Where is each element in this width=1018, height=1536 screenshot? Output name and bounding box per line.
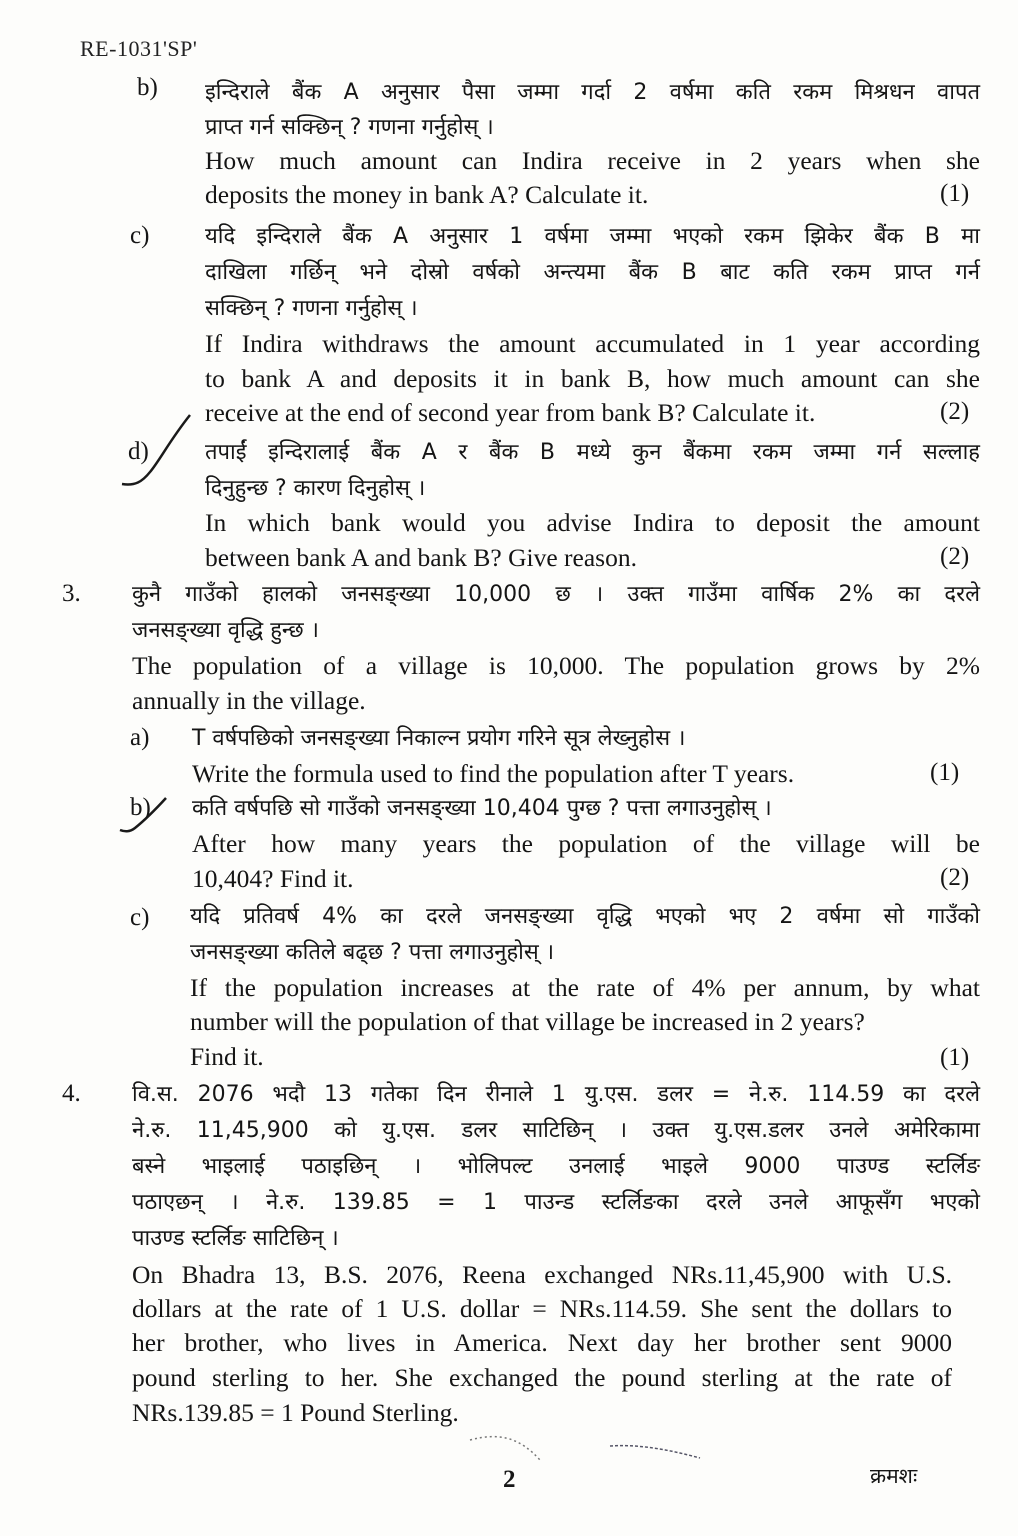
q4-en-line-5: NRs.139.85 = 1 Pound Sterling. bbox=[132, 1398, 459, 1427]
q4-en-line-2: dollars at the rate of 1 U.S. dollar = NRs.114.59. She sent the dollars to bbox=[132, 1294, 952, 1323]
tick-mark-icon bbox=[100, 410, 210, 500]
q3b-en-line-1: After how many years the population of the village will be bbox=[192, 829, 980, 858]
q2b-np-line-2: प्राप्त गर्न सक्छिन् ? गणना गर्नुहोस् । bbox=[205, 115, 494, 140]
q3c-marks: (1) bbox=[940, 1044, 970, 1071]
q3-number: 3. bbox=[62, 580, 81, 607]
q4-en-line-4: pound sterling to her. She exchanged the pound sterling at the rate of bbox=[132, 1363, 952, 1392]
q2b-en-line-1: How much amount can Indira receive in 2 years when she bbox=[205, 146, 980, 175]
q2b-marks: (1) bbox=[940, 180, 970, 207]
q3-en-line-2: annually in the village. bbox=[132, 686, 366, 715]
q4-np-line-1: वि.स. 2076 भदौ 13 गतेका दिन रीनाले 1 यु.एस. डलर = ने.रु. 114.59 का दरले bbox=[132, 1082, 980, 1107]
q2c-np-line-3: सक्छिन् ? गणना गर्नुहोस् । bbox=[205, 296, 418, 321]
q2b-np-line-1: इन्दिराले बैंक A अनुसार पैसा जम्मा गर्दा 2 वर्षमा कति रकम मिश्रधन वापत bbox=[205, 80, 980, 105]
q4-np-line-4: पठाएछन् । ने.रु. 139.85 = 1 पाउन्ड स्टर्लिङका दरले उनले आफूसँग भएको bbox=[132, 1190, 980, 1215]
q2d-np-line-2: दिनुहुन्छ ? कारण दिनुहोस् । bbox=[205, 476, 426, 501]
q3b-label: b) bbox=[130, 794, 151, 821]
q3a-np-line-1: T वर्षपछिको जनसङ्ख्या निकाल्न प्रयोग गरिने सूत्र लेख्नुहोस । bbox=[192, 726, 686, 751]
continued-label: क्रमशः bbox=[870, 1464, 918, 1488]
q2c-label: c) bbox=[130, 222, 150, 249]
q3c-np-line-1: यदि प्रतिवर्ष 4% का दरले जनसङ्ख्या वृद्धि भएको भए 2 वर्षमा सो गाउँको bbox=[190, 904, 980, 929]
q2c-en-line-2: to bank A and deposits it in bank B, how much amount can she bbox=[205, 364, 980, 393]
q3c-en-line-2: number will the population of that village be increased in 2 years? bbox=[190, 1007, 865, 1036]
q4-np-line-3: बस्ने भाइलाई पठाइछिन् । भोलिपल्ट उनलाई भाइले 9000 पाउण्ड स्टर्लिङ bbox=[132, 1154, 980, 1179]
q3c-en-line-1: If the population increases at the rate of 4% per annum, by what bbox=[190, 973, 980, 1002]
q4-np-line-5: पाउण्ड स्टर्लिङ साटिछिन् । bbox=[132, 1226, 339, 1251]
q2d-np-line-1: तपाईं इन्दिरालाई बैंक A र बैंक B मध्ये कुन बैंकमा रकम जम्मा गर्न सल्लाह bbox=[205, 440, 980, 465]
q2d-marks: (2) bbox=[940, 543, 970, 570]
q2c-en-line-1: If Indira withdraws the amount accumulated in 1 year according bbox=[205, 329, 980, 358]
q3a-marks: (1) bbox=[930, 759, 960, 786]
q2c-en-line-3: receive at the end of second year from bank B? Calculate it. bbox=[205, 398, 816, 427]
q2b-en-line-2: deposits the money in bank A? Calculate it. bbox=[205, 180, 649, 209]
q3c-label: c) bbox=[130, 904, 150, 931]
q2c-np-line-2: दाखिला गर्छिन् भने दोस्रो वर्षको अन्त्यमा बैंक B बाट कति रकम प्राप्त गर्न bbox=[205, 260, 980, 285]
q4-en-line-1: On Bhadra 13, B.S. 2076, Reena exchanged NRs.11,45,900 with U.S. bbox=[132, 1260, 952, 1289]
q3b-en-line-2: 10,404? Find it. bbox=[192, 864, 354, 893]
q4-number: 4. bbox=[62, 1080, 81, 1107]
q3c-np-line-2: जनसङ्ख्या कतिले बढ्छ ? पत्ता लगाउनुहोस् । bbox=[190, 940, 555, 965]
q3b-np-line-1: कति वर्षपछि सो गाउँको जनसङ्ख्या 10,404 पुग्छ ? पत्ता लगाउनुहोस् । bbox=[192, 796, 772, 821]
page-number: 2 bbox=[503, 1466, 516, 1493]
q3b-marks: (2) bbox=[940, 864, 970, 891]
q2d-label: d) bbox=[128, 438, 149, 465]
q2c-marks: (2) bbox=[940, 398, 970, 425]
q2d-en-line-2: between bank A and bank B? Give reason. bbox=[205, 543, 637, 572]
q2b-label: b) bbox=[137, 74, 158, 101]
paper-code: RE-1031'SP' bbox=[80, 36, 198, 61]
q4-np-line-2: ने.रु. 11,45,900 को यु.एस. डलर साटिछिन् । उक्त यु.एस.डलर उनले अमेरिकामा bbox=[132, 1118, 980, 1143]
q3a-en-line-1: Write the formula used to find the population after T years. bbox=[192, 759, 795, 788]
q2c-np-line-1: यदि इन्दिराले बैंक A अनुसार 1 वर्षमा जम्मा भएको रकम झिकेर बैंक B मा bbox=[205, 224, 980, 249]
q2d-en-line-1: In which bank would you advise Indira to deposit the amount bbox=[205, 508, 980, 537]
q3-np-line-2: जनसङ्ख्या वृद्धि हुन्छ । bbox=[132, 618, 319, 643]
q3-en-line-1: The population of a village is 10,000. The population grows by 2% bbox=[132, 651, 980, 680]
scan-smudge bbox=[460, 1430, 720, 1480]
q4-en-line-3: her brother, who lives in America. Next day her brother sent 9000 bbox=[132, 1328, 952, 1357]
q3c-en-line-3: Find it. bbox=[190, 1042, 264, 1071]
q3-np-line-1: कुनै गाउँको हालको जनसङ्ख्या 10,000 छ । उक्त गाउँमा वार्षिक 2% का दरले bbox=[132, 582, 980, 607]
q3a-label: a) bbox=[130, 724, 150, 751]
